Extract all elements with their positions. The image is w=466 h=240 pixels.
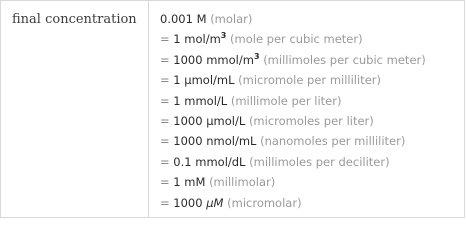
equals-sign: =	[160, 175, 170, 190]
quantity-value	[173, 196, 223, 210]
unit-description: (millimoles per deciliter)	[249, 154, 390, 169]
quantity-value	[173, 114, 245, 128]
unit-description: (micromole per milliliter)	[238, 73, 381, 88]
conversion-line	[160, 111, 464, 131]
quantity-number: 0.001	[160, 12, 193, 26]
equals-sign: =	[160, 195, 170, 210]
equals-sign: =	[160, 52, 170, 67]
value-list	[149, 1, 464, 217]
quantity-value	[173, 32, 226, 46]
quantity-unit: μmol/mL	[184, 73, 235, 88]
row-label: final concentration	[1, 1, 149, 217]
quantity-unit: M	[196, 12, 207, 26]
conversion-line	[160, 50, 464, 70]
quantity-number: 1	[173, 32, 181, 47]
unit-description: (millimolar)	[209, 175, 276, 190]
quantity-number: 1000	[173, 195, 203, 210]
equals-sign: =	[160, 73, 170, 88]
unit-description: (mole per cubic meter)	[230, 32, 363, 47]
quantity-unit: mM	[184, 175, 206, 190]
equals-sign: =	[160, 113, 170, 128]
quantity-value	[173, 155, 245, 169]
conversion-line	[160, 91, 464, 111]
quantity-value	[173, 53, 259, 67]
quantity-number: 1	[173, 175, 181, 190]
quantity-value	[173, 73, 234, 87]
quantity-unit: μM	[206, 195, 224, 210]
quantity-unit: mol/m	[184, 32, 221, 47]
unit-exponent: 3	[253, 51, 260, 61]
equals-sign: =	[160, 154, 170, 169]
quantity-value	[173, 134, 256, 148]
quantity-number: 1000	[173, 52, 203, 67]
equals-sign: =	[160, 93, 170, 108]
quantity-number: 1000	[173, 134, 203, 149]
conversion-line	[160, 193, 464, 213]
quantity-unit: mmol/m	[206, 52, 254, 67]
quantity-unit: mmol/L	[184, 93, 228, 108]
quantity-number: 1000	[173, 113, 203, 128]
unit-description: (molar)	[210, 12, 253, 26]
conversion-line	[160, 70, 464, 90]
conversion-line	[160, 29, 464, 49]
conversion-line	[160, 152, 464, 172]
quantity-number: 1	[173, 73, 181, 88]
quantity-unit: mmol/dL	[195, 154, 246, 169]
unit-description: (millimoles per cubic meter)	[263, 52, 426, 67]
unit-description: (micromolar)	[227, 195, 302, 210]
quantity-unit: nmol/mL	[206, 134, 257, 149]
quantity-value	[160, 12, 207, 26]
unit-description: (millimole per liter)	[230, 93, 342, 108]
quantity-value	[173, 94, 227, 108]
quantity-unit: μmol/L	[206, 113, 246, 128]
equals-sign: =	[160, 32, 170, 47]
quantity-number: 1	[173, 93, 181, 108]
quantity-value	[173, 175, 205, 189]
quantity-number: 0.1	[173, 154, 192, 169]
conversion-line	[160, 131, 464, 151]
unit-description: (micromoles per liter)	[248, 113, 374, 128]
unit-description: (nanomoles per milliliter)	[260, 134, 406, 149]
equals-sign: =	[160, 134, 170, 149]
conversion-line	[160, 9, 464, 29]
unit-exponent: 3	[220, 31, 227, 41]
conversion-line	[160, 172, 464, 192]
